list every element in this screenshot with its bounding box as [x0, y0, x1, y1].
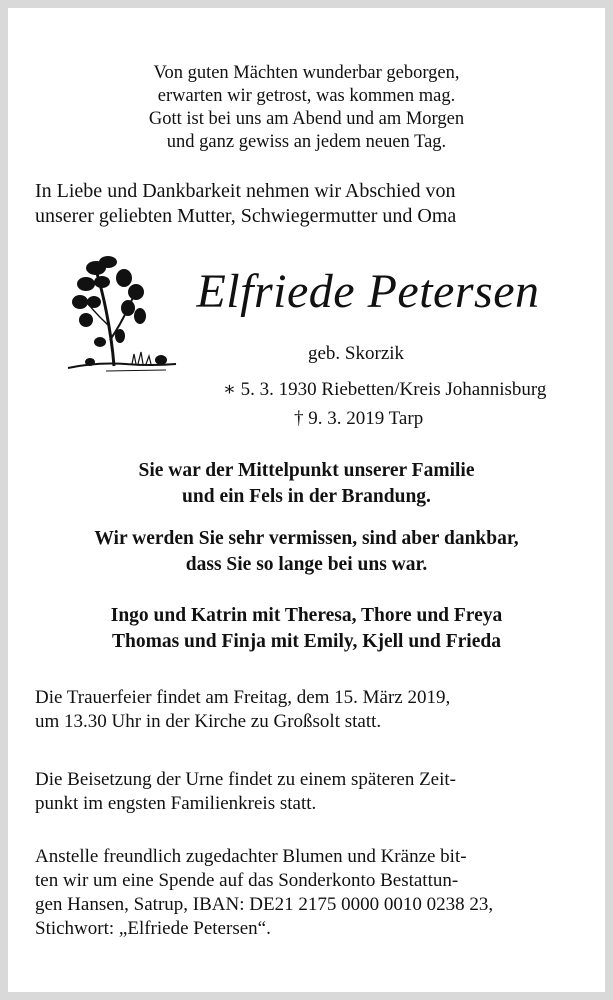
tribute-line: und ein Fels in der Brandung.: [182, 486, 431, 507]
poem-line: erwarten wir getrost, was kommen mag.: [157, 86, 456, 106]
tribute-block-1: [8, 458, 605, 510]
donation-info: [35, 845, 585, 941]
family-line: Ingo und Katrin mit Theresa, Thore und Freya: [110, 605, 503, 626]
burial-info: [35, 768, 585, 816]
farewell-line: unserer geliebten Mutter, Schwiegermutter und Oma: [35, 205, 457, 227]
death-date-place: † 9. 3. 2019 Tarp: [294, 408, 424, 429]
funeral-line: Die Trauerfeier findet am Freitag, dem 15. März 2019,: [35, 687, 451, 708]
tribute-line: Wir werden Sie sehr vermissen, sind aber dankbar,: [94, 528, 519, 549]
burial-line: punkt im engsten Familienkreis statt.: [35, 793, 317, 814]
donation-line: ten wir um eine Spende auf das Sonderkonto Bestattun-: [35, 870, 459, 891]
farewell-line: In Liebe und Dankbarkeit nehmen wir Abschied von: [35, 180, 456, 202]
tribute-line: Sie war der Mittelpunkt unserer Familie: [138, 460, 475, 481]
donation-line: Anstelle freundlich zugedachter Blumen und Kränze bit-: [35, 846, 467, 867]
donation-line: Stichwort: „Elfriede Petersen“.: [35, 918, 271, 939]
poem-line: Gott ist bei uns am Abend und am Morgen: [148, 109, 465, 129]
tribute-block-2: [8, 526, 605, 578]
farewell-text: [35, 179, 580, 229]
obituary-notice: [8, 8, 605, 992]
donation-line: gen Hansen, Satrup, IBAN: DE21 2175 0000 0010 0238 23,: [35, 894, 494, 915]
poem-verse: [8, 62, 605, 154]
poem-line: und ganz gewiss an jedem neuen Tag.: [166, 132, 447, 152]
maiden-name: geb. Skorzik: [308, 343, 405, 364]
deceased-name: Elfriede Petersen: [196, 265, 540, 318]
family-line: Thomas und Finja mit Emily, Kjell und Frieda: [112, 631, 501, 652]
funeral-info: [35, 686, 585, 734]
birth-date-place: ∗ 5. 3. 1930 Riebetten/Kreis Johannisburg: [223, 379, 547, 400]
tribute-line: dass Sie so lange bei uns war.: [185, 554, 428, 575]
family-members: [8, 603, 605, 655]
funeral-line: um 13.30 Uhr in der Kirche zu Großsolt statt.: [35, 711, 382, 732]
poem-line: Von guten Mächten wunderbar geborgen,: [153, 63, 460, 83]
burial-line: Die Beisetzung der Urne findet zu einem späteren Zeit-: [35, 769, 456, 790]
